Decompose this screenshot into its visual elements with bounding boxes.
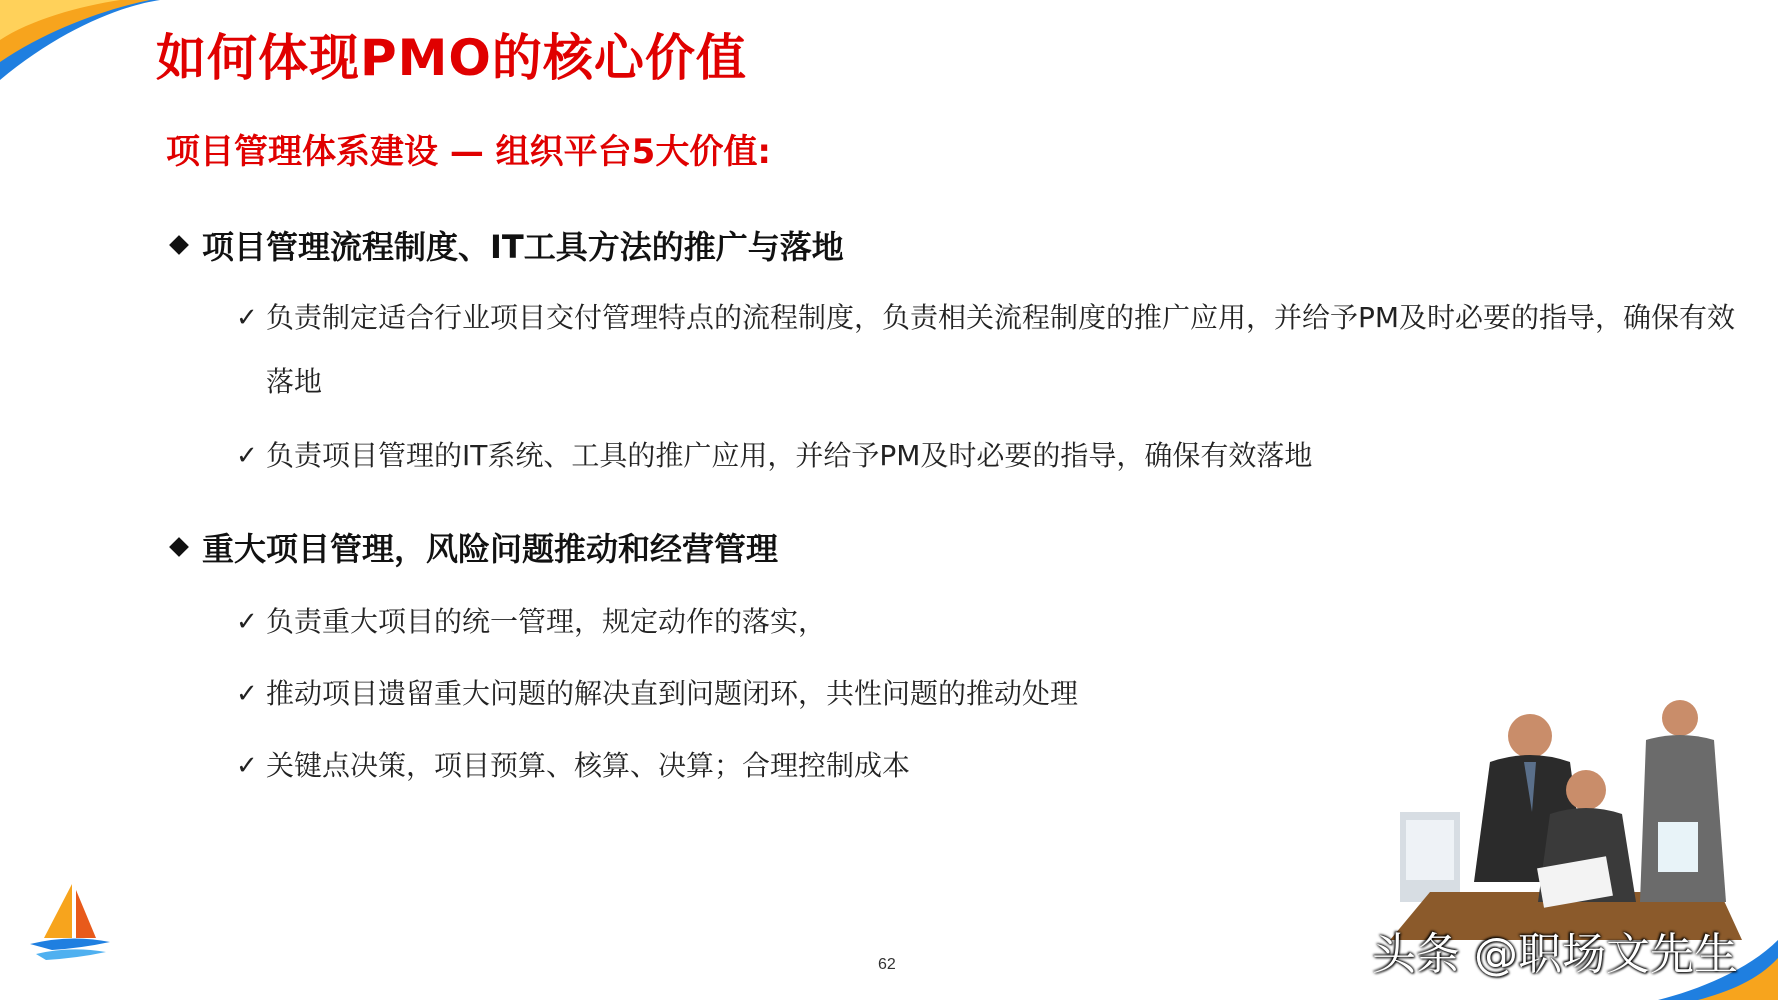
checkmark-icon: ✓: [236, 441, 258, 471]
list-item: [236, 590, 826, 654]
list-item-text: 关键点决策，项目预算、核算、决算；合理控制成本: [266, 749, 911, 782]
list-item-text: 负责重大项目的统一管理，规定动作的落实，: [266, 605, 827, 638]
corner-decoration: [0, 0, 160, 90]
page-title: 如何体现PMO的核心价值: [156, 29, 747, 87]
section-heading-2: [168, 524, 778, 570]
checkmark-icon: ✓: [236, 751, 258, 781]
slide-subtitle: 项目管理体系建设 — 组织平台5大价值:: [166, 132, 771, 172]
sailboat-logo-icon: [22, 876, 118, 972]
list-item-text: 推动项目遗留重大问题的解决直到问题闭环，共性问题的推动处理: [266, 677, 1079, 710]
list-item-text: 负责项目管理的IT系统、工具的推广应用，并给予PM及时必要的指导，确保有效落地: [266, 439, 1313, 472]
list-item: [236, 286, 1756, 414]
business-meeting-photo: [1390, 692, 1742, 940]
diamond-bullet-icon: [169, 235, 189, 255]
diamond-bullet-icon: [169, 537, 189, 557]
section-heading-1: [168, 222, 844, 268]
section-heading-text: 项目管理流程制度、IT工具方法的推广与落地: [202, 228, 844, 266]
checkmark-icon: ✓: [236, 607, 258, 637]
watermark-text: 头条 @职场文先生: [1372, 929, 1738, 980]
page-number: 62: [878, 956, 896, 973]
list-item: [236, 424, 1312, 488]
section-heading-text: 重大项目管理，风险问题推动和经营管理: [202, 530, 779, 568]
list-item-text: 负责制定适合行业项目交付管理特点的流程制度，负责相关流程制度的推广应用，并给予PM及时必要的指导，确保有效落地: [266, 301, 1736, 398]
list-item: [236, 734, 910, 798]
checkmark-icon: ✓: [236, 679, 258, 709]
checkmark-icon: ✓: [236, 303, 258, 333]
list-item: [236, 662, 1078, 726]
